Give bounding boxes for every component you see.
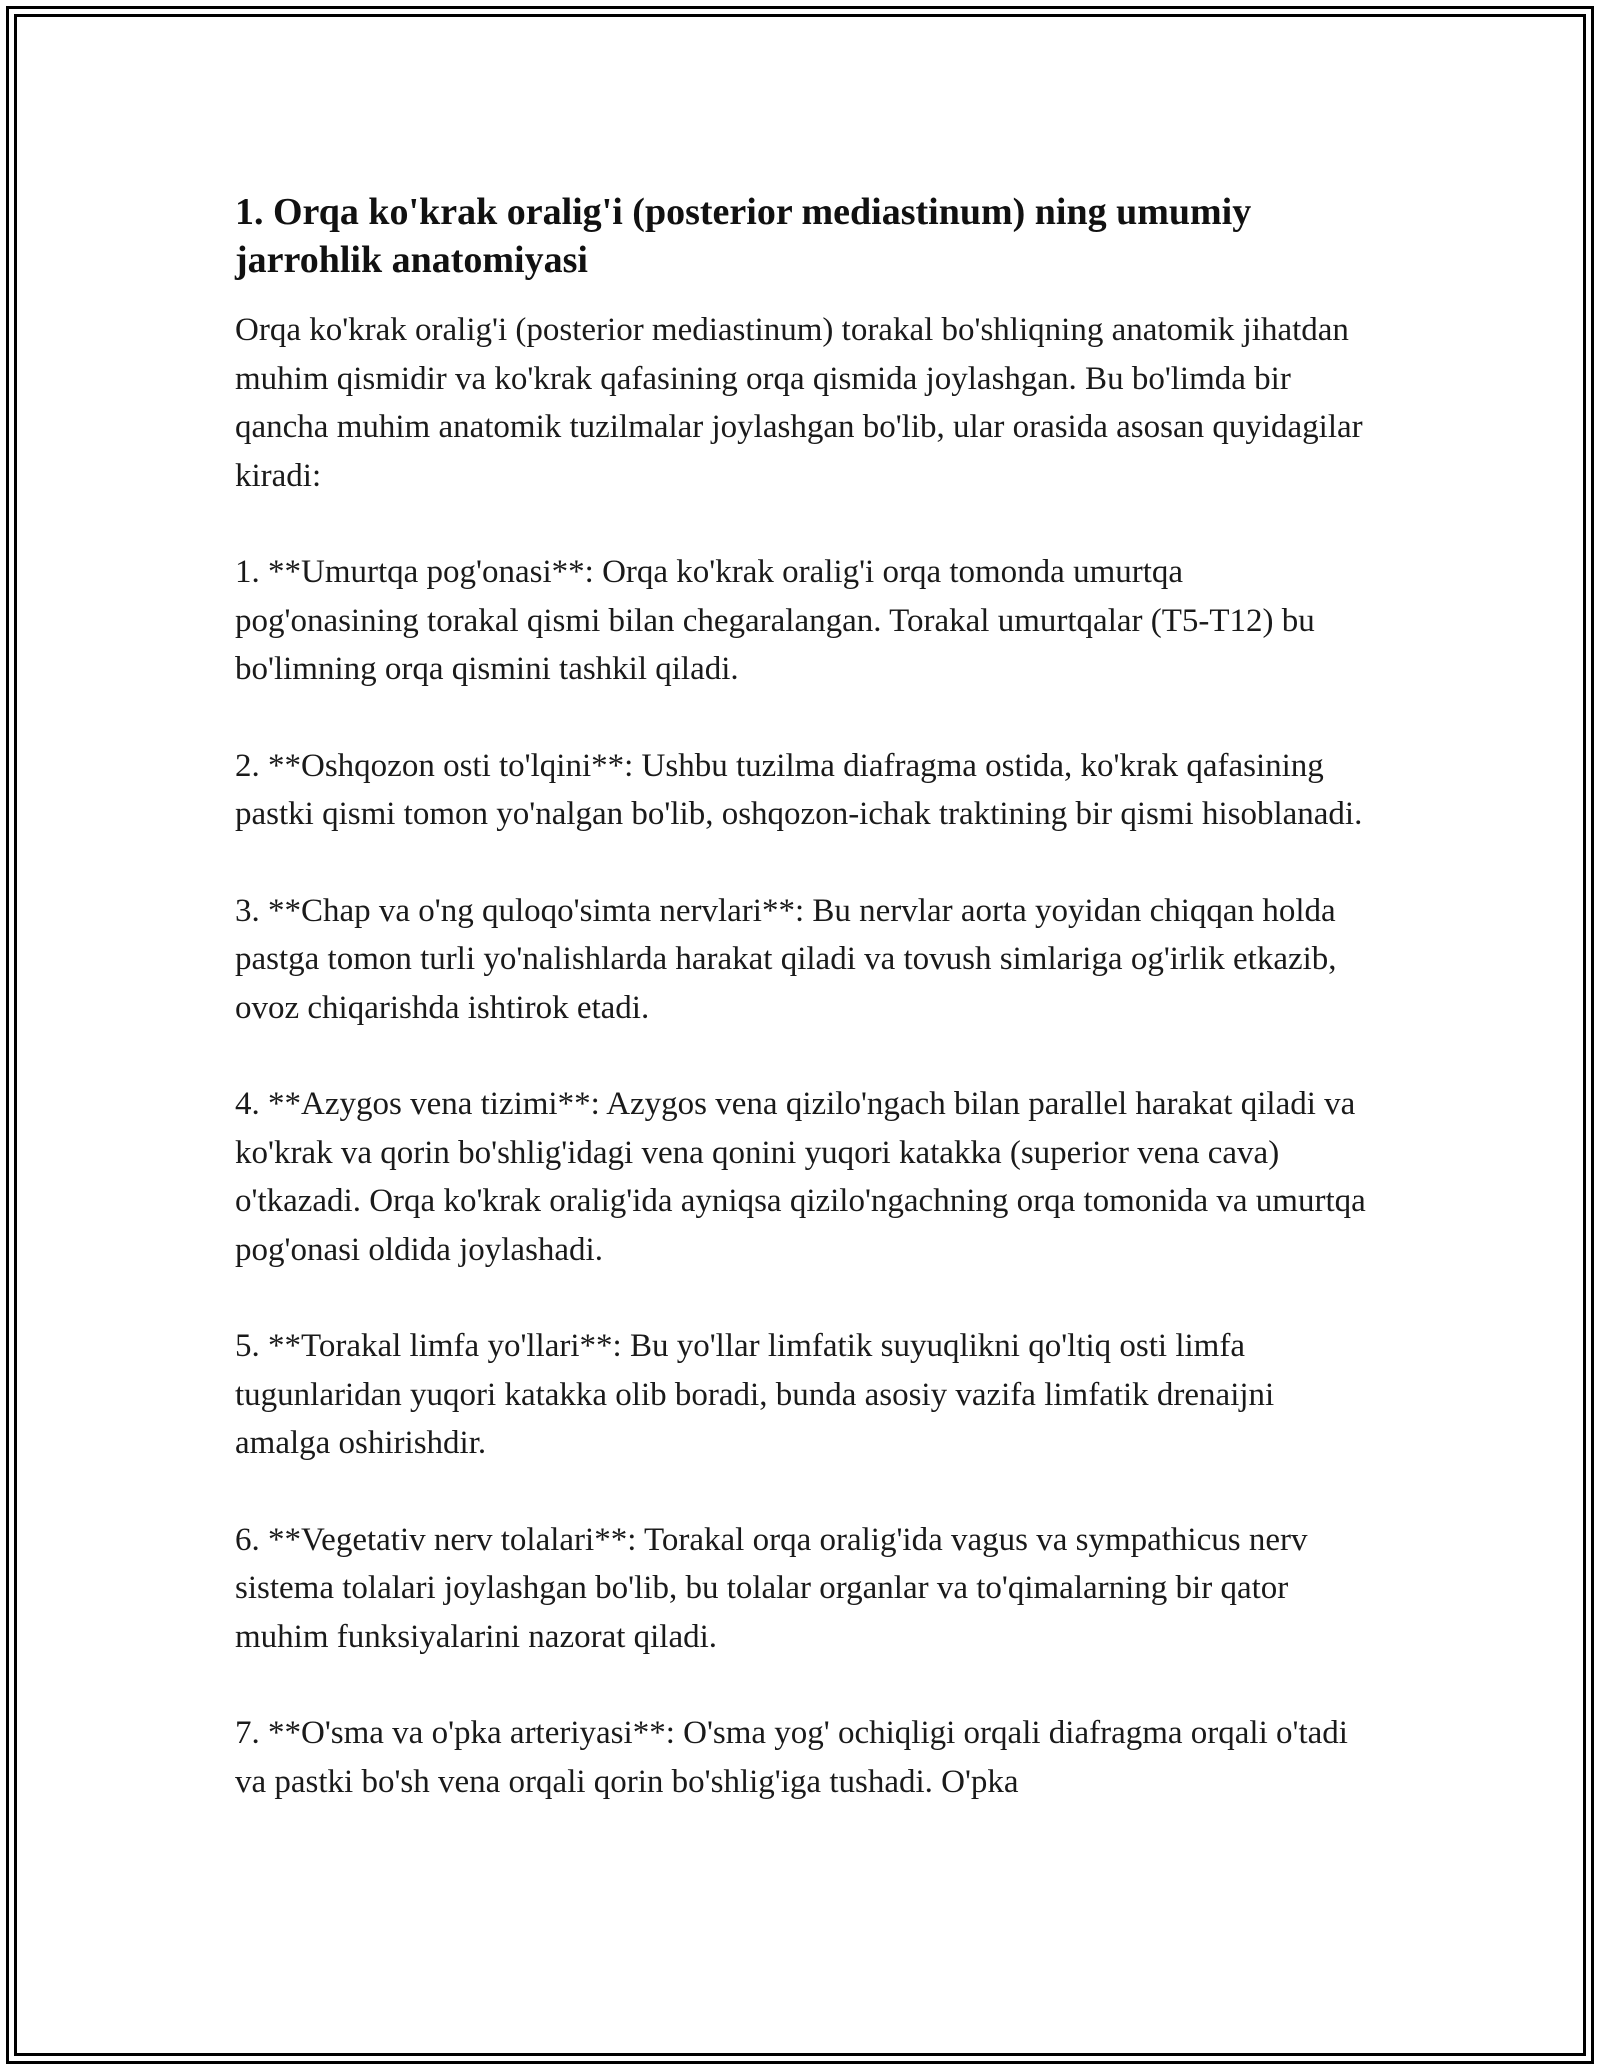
list-item-autonomic-nerves: 6. **Vegetativ nerv tolalari**: Torakal orqa oralig'ida vagus va sympathicus nerv sistema tolalari joylashgan bo'lib, bu tolalar organlar va to'qimalarning bir qator muhim funksiyalarini nazorat qiladi. bbox=[235, 1521, 1308, 1655]
list-item-azygos-vein: 4. **Azygos vena tizimi**: Azygos vena qizilo'ngach bilan parallel harakat qiladi va ko'krak va qorin bo'shlig'idagi vena qonini yuqori katakka (superior vena cava) o'tkazadi. Orqa ko'krak oralig'ida ayniqsa qizilo'ngachning orqa tomonida va umurtqa pog'onasi oldida joylashadi. bbox=[235, 1086, 1366, 1268]
list-item-lymph-ducts: 5. **Torakal limfa yo'llari**: Bu yo'llar limfatik suyuqlikni qo'ltiq osti limfa tugunlaridan yuqori katakka olib boradi, bunda asosiy vazifa limfatik drenaijni amalga oshirishdir. bbox=[235, 1328, 1275, 1461]
section-heading: 1. Orqa ko'krak oralig'i (posterior mediastinum) ning umumiy jarrohlik anatomiyasi bbox=[235, 191, 1252, 281]
intro-paragraph: Orqa ko'krak oralig'i (posterior mediastinum) torakal bo'shliqning anatomik jihatdan muhim qismidir va ko'krak qafasining orqa qismida joylashgan. Bu bo'limda bir qancha muhim anatomik tuzilmalar joylashgan bo'lib, ular orasida asosan quyidagilar kiradi: bbox=[235, 312, 1363, 494]
list-item-stomach: 2. **Oshqozon osti to'lqini**: Ushbu tuzilma diafragma ostida, ko'krak qafasining pastki qismi tomon yo'nalgan bo'lib, oshqozon-ichak traktining bir qismi hisoblanadi. bbox=[235, 747, 1363, 832]
list-item-pulmonary-artery: 7. **O'sma va o'pka arteriyasi**: O'sma yog' ochiqligi orqali diafragma orqali o'tadi va pastki bo'sh vena orqali qorin bo'shlig'iga tushadi. O'pka bbox=[235, 1715, 1348, 1800]
list-item-spine: 1. **Umurtqa pog'onasi**: Orqa ko'krak oralig'i orqa tomonda umurtqa pog'onasining torakal qismi bilan chegaralangan. Torakal umurtqalar (T5-T12) bu bo'limning orqa qismini tashkil qiladi. bbox=[235, 554, 1315, 687]
list-item-laryngeal-nerves: 3. **Chap va o'ng quloqo'simta nervlari**: Bu nervlar aorta yoyidan chiqqan holda pastga tomon turli yo'nalishlarda harakat qiladi va tovush simlariga og'irlik etkazib, ovoz chiqarishda ishtirok etadi. bbox=[235, 892, 1337, 1026]
document-body bbox=[235, 188, 1370, 1806]
